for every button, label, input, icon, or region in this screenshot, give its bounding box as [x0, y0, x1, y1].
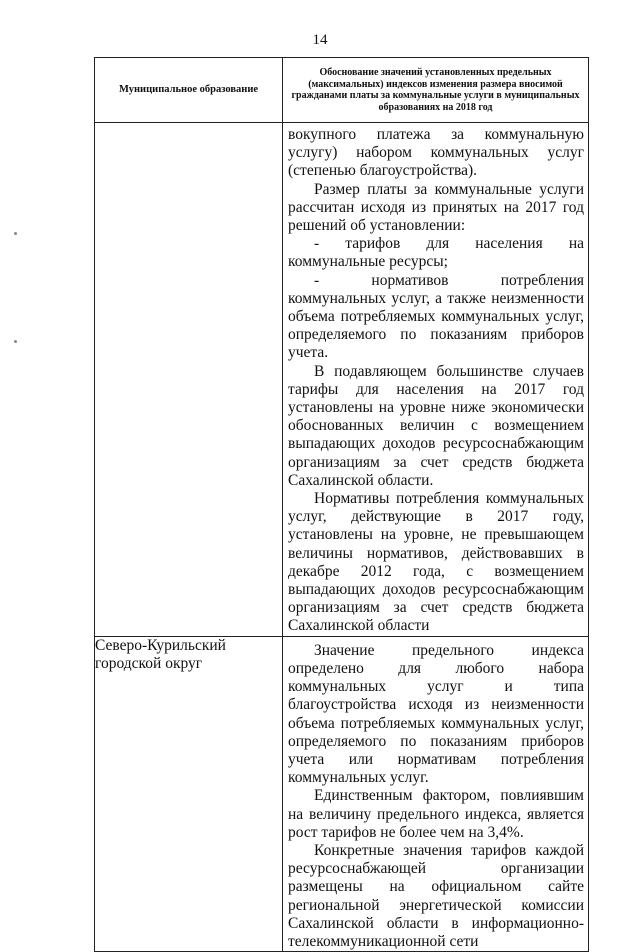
header-justification: Обоснование значений установленных предельных (максимальных) индексов изменения размера вносимой гражданами платы за коммунальные услуги в муниципальных образованиях на 2018 год [283, 58, 589, 123]
municipality-cell: Северо-Курильский городской округ [95, 636, 283, 951]
paragraph: Конкретные значения тарифов каждой ресурсоснабжающей организации размещены на официальном сайте региональной энергетической комиссии Сахалинской области в информационно-телекоммуникационной сети [288, 841, 584, 950]
table-row [95, 636, 589, 951]
page-number: 14 [312, 32, 328, 48]
scan-dot [14, 340, 17, 343]
scan-dot [14, 232, 17, 235]
header-municipality: Муниципальное образование [95, 58, 283, 123]
justification-cell [283, 123, 589, 637]
paragraph: - нормативов потребления коммунальных услуг, а также неизменности объема потребляемых коммунальных услуг, определяемого по показаниям приборов учета. [288, 271, 584, 362]
paragraph: - тарифов для населения на коммунальные ресурсы; [288, 235, 584, 271]
paragraph: Размер платы за коммунальные услуги рассчитан исходя из принятых на 2017 год решений об установлении: [288, 180, 584, 235]
paragraph: Значение предельного индекса определено для любого набора коммунальных услуг и типа благоустройства исходя из неизменности объема потребляемых коммунальных услуг, определяемого по показаниям приборов учета или нормативам потребления коммунальных услуг. [288, 641, 584, 787]
paragraph: В подавляющем большинстве случаев тарифы для населения на 2017 год установлены на уровне ниже экономически обоснованных величин с возмещением выпадающих доходов ресурсоснабжающим организациям за счет средств бюджета Сахалинской области. [288, 362, 584, 489]
paragraph: Единственным фактором, повлиявшим на величину предельного индекса, является рост тарифов не более чем на 3,4%. [288, 787, 584, 841]
justification-cell [283, 636, 589, 951]
justification-table [94, 57, 589, 952]
paragraph: Нормативы потребления коммунальных услуг, действующие в 2017 году, установлены на уровне, не превышающем величины нормативов, действовавших в декабре 2012 года, с возмещением выпадающих доходов ресурсоснабжающим организациям за счет средств бюджета Сахалинской области [288, 490, 584, 635]
paragraph: вокупного платежа за коммунальную услугу) набором коммунальных услуг (степенью благоустройства). [288, 126, 584, 180]
table-row [95, 123, 589, 637]
municipality-cell [95, 123, 283, 637]
table-header-row [95, 58, 589, 123]
